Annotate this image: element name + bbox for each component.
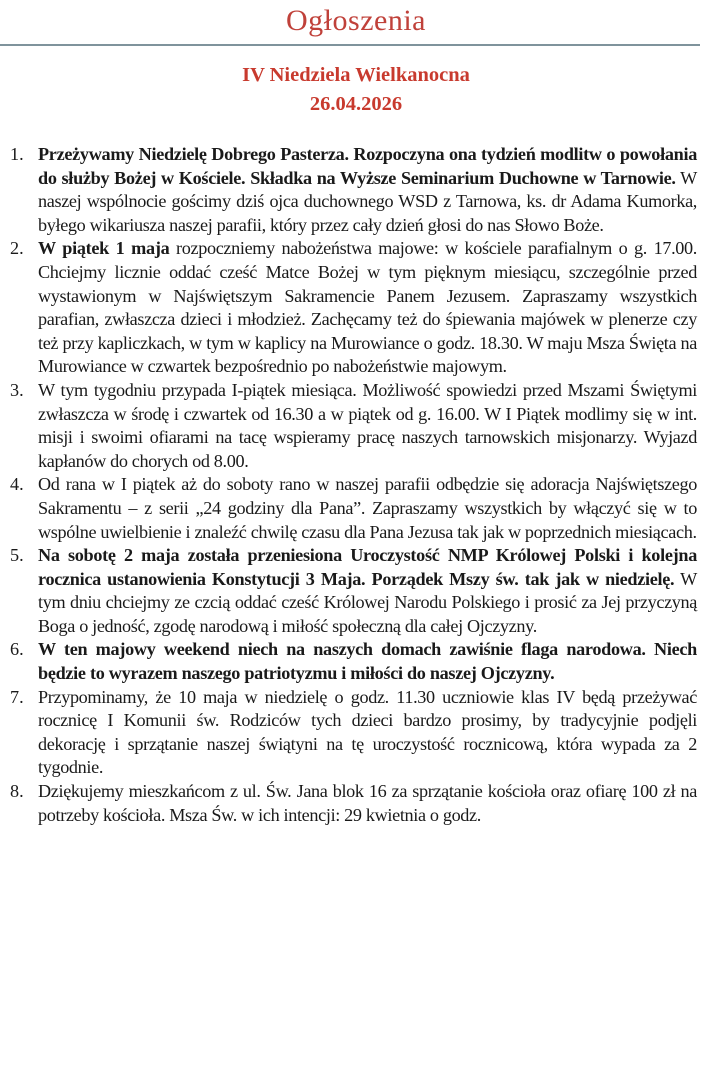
item-number: 2. (10, 238, 24, 259)
item-bold-text: Na sobotę 2 maja została przeniesiona Uroczystość NMP Królowej Polski i kolejna rocznica ustanowienia Konstytucji 3 Maja. Porządek Mszy św. tak jak w niedzielę. (38, 545, 697, 589)
item-body-text: W naszej wspólnocie gościmy dziś ojca duchownego WSD z Tarnowa, ks. dr Adama Kumorka, byłego wikariusza naszej parafii, który przez cały dzień głosi do nas Słowo Boże. (38, 167, 697, 235)
page-title: Ogłoszenia (286, 4, 426, 37)
item-text (38, 143, 697, 237)
announcements-list (0, 143, 712, 827)
item-body-text: rozpoczniemy nabożeństwa majowe: w kościele parafialnym o g. 17.00. Chciejmy licznie oddać cześć Matce Bożej w tym pięknym miesiącu, szczególnie przed wystawionym w Najświętszym Sakramencie Panem Jezusem. Zapraszamy wszystkich parafian, zwłaszcza dzieci i młodzież. Zachęcamy też do śpiewania majówek w plenerze czy też przy kapliczkach, w tym w kaplicy na Murowiance o godz. 18.30. W maju Msza Święta na Murowiance w czwartek bezpośrednio po nabożeństwie majowym. (38, 238, 697, 377)
announcement-item (0, 544, 697, 638)
announcement-item (0, 237, 697, 379)
item-number: 1. (10, 144, 24, 164)
announcement-item (0, 686, 697, 780)
item-text (38, 686, 697, 780)
item-number: 3. (10, 379, 24, 400)
item-text (38, 473, 697, 544)
item-body-text: Od rana w I piątek aż do soboty rano w naszej parafii odbędzie się adoracja Najświętszego Sakramentu – z serii „24 godziny dla Pana”. Zapraszamy wszystkich by włączyć się w to wspólne uwielbienie i znaleźć chwilę czasu dla Pana Jezusa tak jak w poprzednich miesiącach. (38, 474, 697, 542)
item-bold-text: W piątek 1 maja (38, 238, 170, 259)
item-number: 8. (10, 781, 24, 802)
item-body-text: Przypominamy, że 10 maja w niedzielę o godz. 11.30 uczniowie klas IV będą przeżywać rocznicę I Komunii św. Rodziców tych dzieci bardzo prosimy, by tradycyjnie podjęli dekorację i sprzątanie naszej świątyni na tę uroczystość rocznicową, która wypada za 2 tygodnie. (38, 686, 697, 778)
announcement-date: 26.04.2026 (309, 93, 403, 115)
item-bold-text: W ten majowy weekend niech na naszych domach zawiśnie flaga narodowa. Niech będzie to wyrazem naszego patriotyzmu i miłości do naszej Ojczyzny. (38, 639, 697, 684)
item-number: 4. (10, 474, 24, 495)
announcement-item (0, 638, 697, 685)
announcement-item (0, 379, 697, 473)
item-body-text: W tym dniu chciejmy ze czcią oddać cześć Królowej Narodu Polskiego i prosić za Jej przyczyną Boga o jedność, zgodę narodową i miłość społeczną dla całej Ojczyzny. (38, 568, 697, 636)
announcement-item (0, 473, 697, 544)
item-body-text: Dziękujemy mieszkańcom z ul. Św. Jana blok 16 za sprzątanie kościoła oraz ofiarę 100 zł na potrzeby kościoła. Msza Św. w ich intencji: 29 kwietnia o godz. (38, 781, 697, 825)
announcement-item (0, 780, 697, 827)
sunday-name: IV Niedziela Wielkanocna (242, 64, 470, 86)
item-text (38, 544, 697, 638)
item-body-text: W tym tygodniu przypada I-piątek miesiąca. Możliwość spowiedzi przed Mszami Świętymi zwłaszcza w środę i czwartek od 16.30 a w piątek od g. 16.00. W I Piątek modlimy się w int. misji i swoimi ofiarami na tacę wspieramy pracę naszych tarnowskich misjonarzy. Wyjazd kapłanów do chorych od 8.00. (38, 379, 697, 471)
item-number: 7. (10, 686, 24, 707)
item-text (38, 638, 697, 685)
item-bold-text: Przeżywamy Niedzielę Dobrego Pasterza. Rozpoczyna ona tydzień modlitw o powołania do służby Bożej w Kościele. Składka na Wyższe Seminarium Duchowne w Tarnowie. (38, 144, 697, 188)
item-number: 6. (10, 639, 24, 660)
item-text (38, 237, 697, 379)
item-text (38, 780, 697, 827)
item-number: 5. (10, 545, 24, 566)
title-divider (0, 44, 700, 46)
announcement-item (0, 143, 697, 237)
item-text (38, 379, 697, 473)
